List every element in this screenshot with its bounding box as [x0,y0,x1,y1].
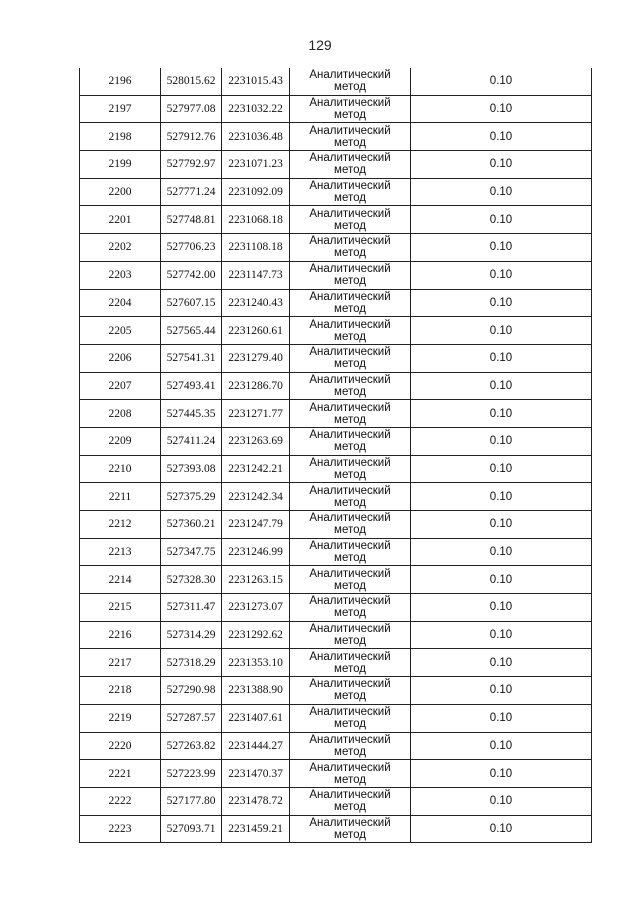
x-coordinate-cell: 527177.80 [161,787,222,815]
point-number-cell: 2211 [80,483,161,511]
point-number-cell: 2218 [80,677,161,705]
accuracy-cell: 0.10 [411,455,592,483]
method-cell: Аналитический метод [290,151,411,179]
table-row [80,511,592,539]
table-row [80,594,592,622]
accuracy-cell: 0.10 [411,649,592,677]
accuracy-cell: 0.10 [411,815,592,843]
method-cell: Аналитический метод [290,95,411,123]
y-coordinate-cell: 2231068.18 [222,206,290,234]
table-row [80,427,592,455]
point-number-cell: 2203 [80,261,161,289]
x-coordinate-cell: 527792.97 [161,151,222,179]
method-cell: Аналитический метод [290,511,411,539]
accuracy-cell: 0.10 [411,372,592,400]
y-coordinate-cell: 2231388.90 [222,677,290,705]
table-row [80,95,592,123]
y-coordinate-cell: 2231260.61 [222,317,290,345]
accuracy-cell: 0.10 [411,206,592,234]
table-row [80,234,592,262]
x-coordinate-cell: 528015.62 [161,68,222,95]
point-number-cell: 2200 [80,178,161,206]
table-row [80,151,592,179]
method-cell: Аналитический метод [290,760,411,788]
y-coordinate-cell: 2231108.18 [222,234,290,262]
page-number: 129 [308,37,332,53]
x-coordinate-cell: 527771.24 [161,178,222,206]
method-cell: Аналитический метод [290,732,411,760]
table-row [80,123,592,151]
x-coordinate-cell: 527314.29 [161,621,222,649]
table-row [80,455,592,483]
method-cell: Аналитический метод [290,566,411,594]
point-number-cell: 2199 [80,151,161,179]
point-number-cell: 2215 [80,594,161,622]
x-coordinate-cell: 527360.21 [161,511,222,539]
table-row [80,566,592,594]
point-number-cell: 2206 [80,344,161,372]
accuracy-cell: 0.10 [411,704,592,732]
accuracy-cell: 0.10 [411,261,592,289]
method-cell: Аналитический метод [290,317,411,345]
x-coordinate-cell: 527493.41 [161,372,222,400]
x-coordinate-cell: 527393.08 [161,455,222,483]
accuracy-cell: 0.10 [411,538,592,566]
point-number-cell: 2198 [80,123,161,151]
x-coordinate-cell: 527742.00 [161,261,222,289]
point-number-cell: 2208 [80,400,161,428]
accuracy-cell: 0.10 [411,400,592,428]
method-cell: Аналитический метод [290,621,411,649]
method-cell: Аналитический метод [290,815,411,843]
table-row [80,261,592,289]
y-coordinate-cell: 2231286.70 [222,372,290,400]
y-coordinate-cell: 2231292.62 [222,621,290,649]
table-row [80,732,592,760]
y-coordinate-cell: 2231271.77 [222,400,290,428]
method-cell: Аналитический метод [290,594,411,622]
y-coordinate-cell: 2231263.15 [222,566,290,594]
y-coordinate-cell: 2231407.61 [222,704,290,732]
table-row [80,400,592,428]
y-coordinate-cell: 2231147.73 [222,261,290,289]
accuracy-cell: 0.10 [411,511,592,539]
y-coordinate-cell: 2231242.21 [222,455,290,483]
method-cell: Аналитический метод [290,787,411,815]
method-cell: Аналитический метод [290,704,411,732]
point-number-cell: 2221 [80,760,161,788]
x-coordinate-cell: 527223.99 [161,760,222,788]
accuracy-cell: 0.10 [411,566,592,594]
y-coordinate-cell: 2231279.40 [222,344,290,372]
accuracy-cell: 0.10 [411,732,592,760]
y-coordinate-cell: 2231273.07 [222,594,290,622]
point-number-cell: 2196 [80,68,161,95]
y-coordinate-cell: 2231247.79 [222,511,290,539]
method-cell: Аналитический метод [290,372,411,400]
accuracy-cell: 0.10 [411,289,592,317]
table-row [80,760,592,788]
x-coordinate-cell: 527375.29 [161,483,222,511]
table-row [80,815,592,843]
table-row [80,538,592,566]
accuracy-cell: 0.10 [411,787,592,815]
y-coordinate-cell: 2231015.43 [222,68,290,95]
x-coordinate-cell: 527706.23 [161,234,222,262]
x-coordinate-cell: 527347.75 [161,538,222,566]
point-number-cell: 2207 [80,372,161,400]
accuracy-cell: 0.10 [411,344,592,372]
x-coordinate-cell: 527318.29 [161,649,222,677]
accuracy-cell: 0.10 [411,483,592,511]
table-row [80,206,592,234]
method-cell: Аналитический метод [290,289,411,317]
x-coordinate-cell: 527541.31 [161,344,222,372]
table-body [80,68,592,843]
method-cell: Аналитический метод [290,178,411,206]
table-row [80,483,592,511]
method-cell: Аналитический метод [290,206,411,234]
method-cell: Аналитический метод [290,234,411,262]
point-number-cell: 2222 [80,787,161,815]
x-coordinate-cell: 527263.82 [161,732,222,760]
table-row [80,677,592,705]
point-number-cell: 2213 [80,538,161,566]
y-coordinate-cell: 2231470.37 [222,760,290,788]
point-number-cell: 2209 [80,427,161,455]
method-cell: Аналитический метод [290,68,411,95]
method-cell: Аналитический метод [290,455,411,483]
y-coordinate-cell: 2231263.69 [222,427,290,455]
x-coordinate-cell: 527287.57 [161,704,222,732]
point-number-cell: 2204 [80,289,161,317]
table-row [80,68,592,95]
x-coordinate-cell: 527748.81 [161,206,222,234]
point-number-cell: 2201 [80,206,161,234]
y-coordinate-cell: 2231071.23 [222,151,290,179]
x-coordinate-cell: 527565.44 [161,317,222,345]
accuracy-cell: 0.10 [411,760,592,788]
point-number-cell: 2214 [80,566,161,594]
table-row [80,289,592,317]
point-number-cell: 2205 [80,317,161,345]
method-cell: Аналитический метод [290,123,411,151]
table-row [80,704,592,732]
method-cell: Аналитический метод [290,538,411,566]
y-coordinate-cell: 2231444.27 [222,732,290,760]
point-number-cell: 2197 [80,95,161,123]
table-row [80,649,592,677]
y-coordinate-cell: 2231242.34 [222,483,290,511]
y-coordinate-cell: 2231246.99 [222,538,290,566]
method-cell: Аналитический метод [290,483,411,511]
coordinates-table [79,68,592,843]
method-cell: Аналитический метод [290,261,411,289]
y-coordinate-cell: 2231240.43 [222,289,290,317]
table-row [80,621,592,649]
accuracy-cell: 0.10 [411,317,592,345]
point-number-cell: 2217 [80,649,161,677]
x-coordinate-cell: 527977.08 [161,95,222,123]
point-number-cell: 2219 [80,704,161,732]
point-number-cell: 2210 [80,455,161,483]
table-row [80,372,592,400]
x-coordinate-cell: 527328.30 [161,566,222,594]
x-coordinate-cell: 527445.35 [161,400,222,428]
y-coordinate-cell: 2231032.22 [222,95,290,123]
point-number-cell: 2223 [80,815,161,843]
y-coordinate-cell: 2231092.09 [222,178,290,206]
point-number-cell: 2212 [80,511,161,539]
table-row [80,787,592,815]
x-coordinate-cell: 527311.47 [161,594,222,622]
y-coordinate-cell: 2231353.10 [222,649,290,677]
table-row [80,178,592,206]
x-coordinate-cell: 527093.71 [161,815,222,843]
method-cell: Аналитический метод [290,427,411,455]
accuracy-cell: 0.10 [411,123,592,151]
method-cell: Аналитический метод [290,344,411,372]
x-coordinate-cell: 527411.24 [161,427,222,455]
method-cell: Аналитический метод [290,400,411,428]
point-number-cell: 2202 [80,234,161,262]
accuracy-cell: 0.10 [411,234,592,262]
table-row [80,317,592,345]
accuracy-cell: 0.10 [411,594,592,622]
table-row [80,344,592,372]
x-coordinate-cell: 527912.76 [161,123,222,151]
y-coordinate-cell: 2231459.21 [222,815,290,843]
accuracy-cell: 0.10 [411,151,592,179]
accuracy-cell: 0.10 [411,95,592,123]
x-coordinate-cell: 527290.98 [161,677,222,705]
method-cell: Аналитический метод [290,649,411,677]
point-number-cell: 2216 [80,621,161,649]
accuracy-cell: 0.10 [411,68,592,95]
y-coordinate-cell: 2231478.72 [222,787,290,815]
accuracy-cell: 0.10 [411,621,592,649]
x-coordinate-cell: 527607.15 [161,289,222,317]
accuracy-cell: 0.10 [411,677,592,705]
point-number-cell: 2220 [80,732,161,760]
method-cell: Аналитический метод [290,677,411,705]
y-coordinate-cell: 2231036.48 [222,123,290,151]
accuracy-cell: 0.10 [411,427,592,455]
accuracy-cell: 0.10 [411,178,592,206]
